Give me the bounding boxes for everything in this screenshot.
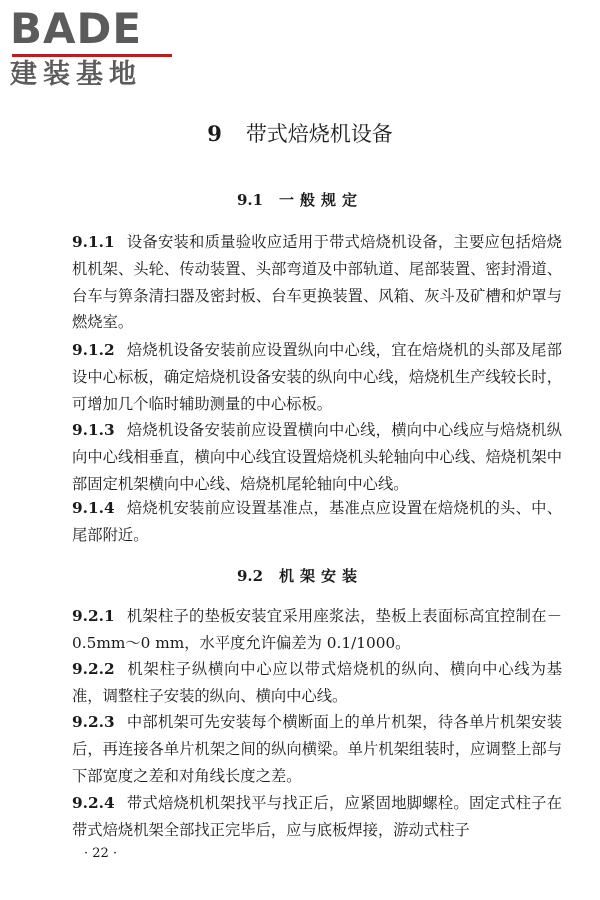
clause-text: 中部机架可先安装每个横断面上的单片机架，待各单片机架安装后，再连接各单片机架之间的纵向横梁。单片机架组装时，应调整上部与下部宽度之差和对角线长度之差。 — [72, 713, 562, 785]
clause-text: 带式焙烧机机架找平与找正后，应紧固地脚螺栓。固定式柱子在带式焙烧机架全部找正完毕后，应与底板焊接，游动式柱子 — [72, 794, 562, 839]
clause-number: 9.2.3 — [72, 713, 115, 731]
clause-number: 9.1.4 — [72, 499, 115, 517]
clause — [72, 229, 562, 336]
clause — [72, 656, 562, 710]
clause-text: 焙烧机设备安装前应设置横向中心线，横向中心线应与焙烧机纵向中心线相垂直，横向中心线宜设置焙烧机头轮轴向中心线、焙烧机架中部固定机架横向中心线、焙烧机尾轮轴向中心线。 — [72, 421, 562, 493]
clause-text: 设备安装和质量验收应适用于带式焙烧机设备，主要应包括焙烧机机架、头轮、传动装置、头部弯道及中部轨道、尾部装置、密封滑道、台车与箅条清扫器及密封板、台车更换装置、风箱、灰斗及矿槽和炉罩与燃烧室。 — [72, 233, 562, 332]
logo-underline — [12, 54, 172, 57]
clause — [72, 790, 562, 844]
section-heading — [0, 564, 600, 588]
logo — [8, 4, 173, 94]
section-title-text: 机架安装 — [279, 567, 364, 585]
clause-text: 焙烧机设备安装前应设置纵向中心线，宜在焙烧机的头部及尾部设中心标板，确定焙烧机设备安装的纵向中心线，焙烧机生产线较长时，可增加几个临时辅助测量的中心标板。 — [72, 341, 562, 413]
clause-text: 机架柱子的垫板安装宜采用座浆法，垫板上表面标高宜控制在－0.5mm～0 mm，水平度允许偏差为 0.1/1000。 — [72, 607, 562, 652]
chapter-number: 9 — [207, 121, 222, 146]
clause — [72, 495, 562, 549]
clause-number: 9.1.2 — [72, 341, 115, 359]
logo-brand: BADE — [10, 4, 143, 53]
clause-number: 9.2.4 — [72, 794, 115, 812]
logo-subtitle: 建装基地 — [10, 59, 142, 90]
page-number: · 22 · — [84, 846, 118, 861]
clause-number: 9.2.2 — [72, 660, 115, 678]
chapter-title-text: 带式焙烧机设备 — [245, 122, 393, 146]
chapter-title — [0, 118, 600, 150]
clause-number: 9.1.1 — [72, 233, 115, 251]
section-number: 9.1 — [236, 191, 264, 209]
clause-text: 机架柱子纵横向中心应以带式焙烧机的纵向、横向中心线为基准，调整柱子安装的纵向、横向中心线。 — [72, 660, 562, 705]
clause-number: 9.1.3 — [72, 421, 115, 439]
section-heading — [0, 188, 600, 212]
section-number: 9.2 — [236, 567, 264, 585]
clause — [72, 337, 562, 417]
section-title-text: 一般规定 — [279, 191, 364, 209]
clause — [72, 603, 562, 657]
clause — [72, 417, 562, 497]
clause-text: 焙烧机安装前应设置基准点，基准点应设置在焙烧机的头、中、尾部附近。 — [72, 499, 562, 544]
clause — [72, 709, 562, 789]
clause-number: 9.2.1 — [72, 607, 115, 625]
